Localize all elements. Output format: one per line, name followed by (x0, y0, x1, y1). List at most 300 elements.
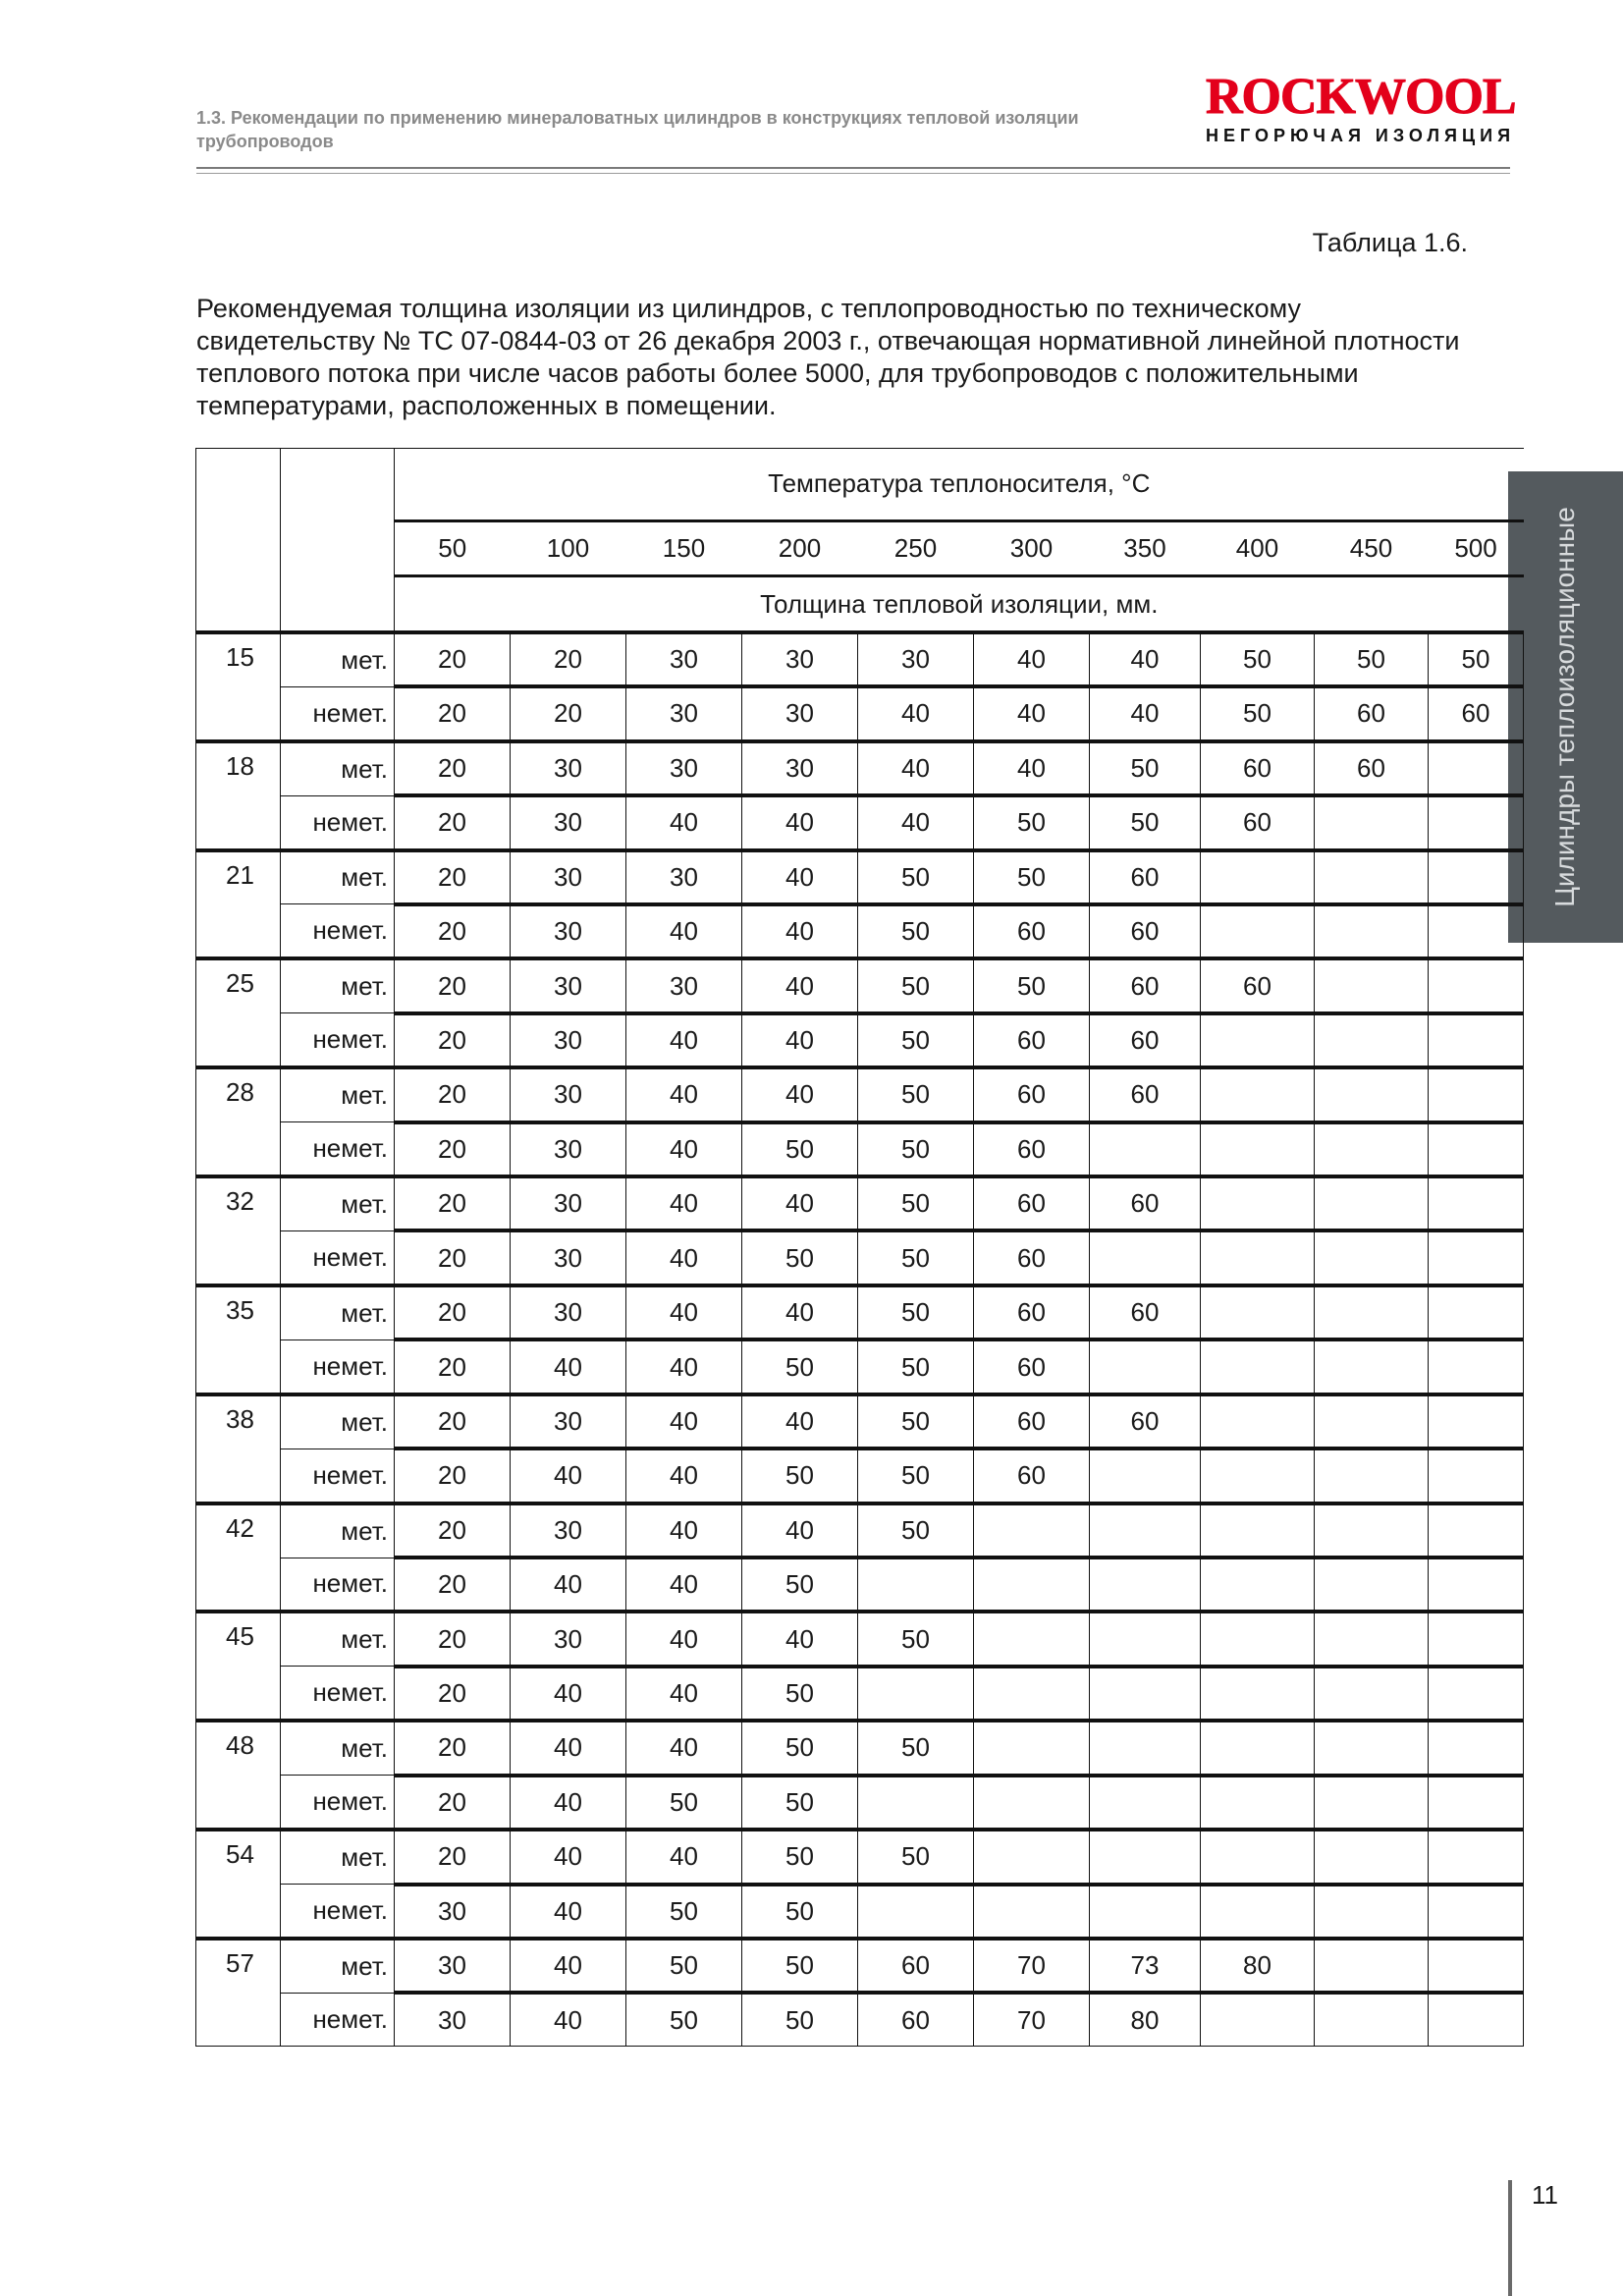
thickness-value-cell: 20 (395, 795, 511, 849)
thickness-value-cell (1090, 1503, 1201, 1558)
thickness-value-cell: 60 (974, 1067, 1090, 1121)
thickness-value-cell (1429, 1993, 1524, 2046)
thickness-value-cell: 50 (1315, 632, 1429, 686)
table-row (196, 1885, 1524, 1939)
thickness-value-cell (1315, 1449, 1429, 1503)
table-row (196, 632, 1524, 686)
thickness-value-cell (1201, 1394, 1315, 1449)
thickness-value-cell: 40 (626, 795, 742, 849)
pipe-type-cell: мет. (281, 850, 395, 904)
thickness-value-cell: 30 (742, 686, 858, 740)
thickness-value-cell (1201, 1776, 1315, 1830)
thickness-value-cell: 40 (626, 1176, 742, 1230)
thickness-value-cell (1201, 1667, 1315, 1721)
pipe-diameter-cell: 32 (196, 1176, 281, 1285)
table-row (196, 1394, 1524, 1449)
thickness-value-cell (1429, 1667, 1524, 1721)
thickness-value-cell: 40 (626, 1667, 742, 1721)
thickness-value-cell: 50 (742, 1339, 858, 1394)
thickness-value-cell: 50 (742, 1830, 858, 1884)
thickness-value-cell: 50 (1201, 632, 1315, 686)
thickness-value-cell (1090, 1885, 1201, 1939)
thickness-value-cell (1090, 1830, 1201, 1884)
header-divider-thin (196, 173, 1510, 174)
thickness-value-cell (974, 1558, 1090, 1612)
thickness-value-cell (1201, 1339, 1315, 1394)
thickness-value-cell (1090, 1667, 1201, 1721)
table-row (196, 1339, 1524, 1394)
thickness-value-cell: 40 (858, 741, 974, 795)
thickness-value-cell: 20 (395, 741, 511, 795)
thickness-value-cell (1315, 1776, 1429, 1830)
thickness-value-cell: 70 (974, 1939, 1090, 1993)
thickness-value-cell (1429, 1885, 1524, 1939)
table-row (196, 1612, 1524, 1666)
thickness-value-cell: 30 (511, 1176, 626, 1230)
thickness-value-cell (1429, 1013, 1524, 1067)
pipe-type-cell: мет. (281, 1067, 395, 1121)
pipe-diameter-cell: 38 (196, 1394, 281, 1503)
corner-cell-type (281, 449, 395, 632)
temperature-column-header: 100 (511, 520, 626, 575)
table-row (196, 1176, 1524, 1230)
thickness-value-cell: 30 (511, 795, 626, 849)
thickness-value-cell: 30 (742, 741, 858, 795)
thickness-value-cell: 40 (626, 904, 742, 958)
thickness-value-cell (1201, 1013, 1315, 1067)
thickness-value-cell (1201, 1230, 1315, 1285)
thickness-value-cell (1201, 1067, 1315, 1121)
thickness-value-cell: 20 (395, 1721, 511, 1775)
pipe-diameter-cell: 48 (196, 1721, 281, 1830)
table-row (196, 1503, 1524, 1558)
thickness-value-cell (1429, 850, 1524, 904)
table-row (196, 1993, 1524, 2046)
thickness-value-cell: 20 (511, 632, 626, 686)
thickness-value-cell: 50 (742, 1885, 858, 1939)
thickness-value-cell: 50 (858, 1122, 974, 1176)
thickness-value-cell: 40 (511, 1339, 626, 1394)
thickness-value-cell: 40 (742, 904, 858, 958)
thickness-value-cell (1429, 1721, 1524, 1775)
thickness-value-cell (1090, 1339, 1201, 1394)
thickness-value-cell: 60 (1315, 741, 1429, 795)
thickness-value-cell (1315, 1721, 1429, 1775)
thickness-value-cell: 40 (511, 1558, 626, 1612)
thickness-value-cell: 40 (742, 1394, 858, 1449)
thickness-value-cell: 40 (626, 1449, 742, 1503)
thickness-value-cell: 60 (1090, 850, 1201, 904)
thickness-value-cell: 20 (395, 1776, 511, 1830)
table-row (196, 1939, 1524, 1993)
table-row (196, 1122, 1524, 1176)
thickness-value-cell (1315, 795, 1429, 849)
pipe-type-cell: мет. (281, 1721, 395, 1775)
thickness-value-cell: 50 (858, 1830, 974, 1884)
thickness-value-cell (1429, 1067, 1524, 1121)
thickness-value-cell: 40 (974, 741, 1090, 795)
table-row (196, 1067, 1524, 1121)
pipe-type-cell: мет. (281, 958, 395, 1012)
thickness-value-cell (1201, 1176, 1315, 1230)
thickness-value-cell (1429, 1339, 1524, 1394)
thickness-value-cell: 40 (511, 1939, 626, 1993)
thickness-value-cell (1429, 741, 1524, 795)
thickness-value-cell (1201, 1885, 1315, 1939)
thickness-value-cell: 30 (858, 632, 974, 686)
thickness-value-cell: 60 (974, 1176, 1090, 1230)
thickness-value-cell: 40 (626, 1285, 742, 1339)
thickness-value-cell: 60 (974, 904, 1090, 958)
pipe-type-cell: немет. (281, 1993, 395, 2046)
thickness-value-cell: 30 (742, 632, 858, 686)
thickness-value-cell: 40 (626, 1394, 742, 1449)
thickness-value-cell (974, 1885, 1090, 1939)
thickness-value-cell: 60 (1090, 1394, 1201, 1449)
table-row (196, 1558, 1524, 1612)
thickness-value-cell: 20 (395, 1449, 511, 1503)
pipe-type-cell: немет. (281, 1230, 395, 1285)
thickness-value-cell: 30 (511, 1612, 626, 1666)
thickness-value-cell: 60 (1090, 904, 1201, 958)
thickness-value-cell: 50 (742, 1449, 858, 1503)
thickness-value-cell: 30 (511, 958, 626, 1012)
pipe-diameter-cell: 57 (196, 1939, 281, 2047)
thickness-value-cell: 50 (742, 1776, 858, 1830)
pipe-type-cell: мет. (281, 1394, 395, 1449)
pipe-type-cell: мет. (281, 632, 395, 686)
table-row (196, 1449, 1524, 1503)
thickness-value-cell (1315, 1230, 1429, 1285)
thickness-value-cell: 30 (511, 741, 626, 795)
pipe-type-cell: немет. (281, 1776, 395, 1830)
thickness-value-cell: 50 (742, 1230, 858, 1285)
thickness-value-cell: 40 (626, 1230, 742, 1285)
table-row (196, 904, 1524, 958)
thickness-value-cell: 30 (626, 632, 742, 686)
pipe-type-cell: мет. (281, 1503, 395, 1558)
thickness-value-cell: 20 (395, 1013, 511, 1067)
table-row (196, 1013, 1524, 1067)
thickness-value-cell (1090, 1721, 1201, 1775)
thickness-value-cell: 40 (742, 1013, 858, 1067)
thickness-value-cell: 40 (1090, 686, 1201, 740)
thickness-value-cell (1315, 1503, 1429, 1558)
thickness-value-cell: 40 (742, 795, 858, 849)
thickness-value-cell: 40 (626, 1067, 742, 1121)
thickness-value-cell (1315, 958, 1429, 1012)
thickness-value-cell: 20 (395, 1067, 511, 1121)
thickness-value-cell (1201, 904, 1315, 958)
pipe-type-cell: мет. (281, 1830, 395, 1884)
thickness-value-cell (1315, 1122, 1429, 1176)
thickness-value-cell: 70 (974, 1993, 1090, 2046)
thickness-value-cell (1315, 1939, 1429, 1993)
thickness-value-cell (1315, 1394, 1429, 1449)
thickness-value-cell (1201, 1285, 1315, 1339)
table-row (196, 741, 1524, 795)
thickness-header: Толщина тепловой изоляции, мм. (395, 576, 1524, 632)
side-section-label: Цилиндры теплоизоляционные (1549, 507, 1580, 907)
thickness-value-cell: 20 (395, 1230, 511, 1285)
pipe-diameter-cell: 21 (196, 850, 281, 959)
thickness-value-cell: 40 (626, 1721, 742, 1775)
corner-cell-diameter (196, 449, 281, 632)
thickness-value-cell: 20 (395, 958, 511, 1012)
pipe-type-cell: немет. (281, 795, 395, 849)
pipe-type-cell: немет. (281, 1667, 395, 1721)
thickness-value-cell (1315, 1013, 1429, 1067)
temperature-column-header: 50 (395, 520, 511, 575)
thickness-value-cell: 50 (858, 1721, 974, 1775)
thickness-value-cell: 30 (511, 1394, 626, 1449)
thickness-value-cell (1429, 904, 1524, 958)
thickness-value-cell (1429, 1230, 1524, 1285)
thickness-value-cell: 40 (858, 795, 974, 849)
thickness-value-cell: 20 (511, 686, 626, 740)
thickness-value-cell: 20 (395, 632, 511, 686)
thickness-value-cell: 30 (511, 1013, 626, 1067)
thickness-value-cell: 50 (858, 904, 974, 958)
pipe-type-cell: немет. (281, 1885, 395, 1939)
thickness-value-cell (974, 1721, 1090, 1775)
thickness-value-cell: 30 (511, 1122, 626, 1176)
thickness-value-cell: 60 (974, 1394, 1090, 1449)
table-row (196, 1285, 1524, 1339)
thickness-value-cell: 50 (858, 1449, 974, 1503)
thickness-value-cell: 40 (742, 1067, 858, 1121)
header-divider (196, 167, 1510, 169)
thickness-value-cell: 60 (858, 1993, 974, 2046)
thickness-value-cell: 40 (511, 1830, 626, 1884)
thickness-value-cell: 30 (395, 1939, 511, 1993)
pipe-diameter-cell: 15 (196, 632, 281, 741)
temperature-column-header: 450 (1315, 520, 1429, 575)
table-row (196, 795, 1524, 849)
thickness-value-cell (1090, 1122, 1201, 1176)
thickness-value-cell: 30 (511, 850, 626, 904)
table-row (196, 1721, 1524, 1775)
thickness-value-cell: 40 (511, 1449, 626, 1503)
table-row (196, 1667, 1524, 1721)
thickness-value-cell: 50 (1201, 686, 1315, 740)
thickness-value-cell: 50 (1429, 632, 1524, 686)
thickness-value-cell (1201, 1449, 1315, 1503)
thickness-value-cell: 50 (858, 850, 974, 904)
thickness-value-cell: 30 (626, 850, 742, 904)
thickness-value-cell (1315, 1176, 1429, 1230)
thickness-value-cell (858, 1558, 974, 1612)
page-number: 11 (1532, 2180, 1558, 2210)
pipe-type-cell: немет. (281, 904, 395, 958)
thickness-value-cell (1429, 1503, 1524, 1558)
thickness-value-cell: 40 (626, 1339, 742, 1394)
thickness-value-cell: 20 (395, 1176, 511, 1230)
thickness-value-cell (1315, 1067, 1429, 1121)
thickness-value-cell: 50 (858, 1339, 974, 1394)
thickness-value-cell (1315, 1339, 1429, 1394)
thickness-value-cell (974, 1776, 1090, 1830)
thickness-value-cell: 50 (858, 1285, 974, 1339)
thickness-value-cell (974, 1612, 1090, 1666)
thickness-value-cell: 50 (626, 1885, 742, 1939)
header-title: 1.3. Рекомендации по применению минераловатных цилиндров в конструкциях тепловой изоляции трубопроводов (196, 108, 1079, 151)
thickness-value-cell: 60 (1315, 686, 1429, 740)
thickness-value-cell: 30 (511, 1285, 626, 1339)
thickness-value-cell (1429, 1939, 1524, 1993)
thickness-value-cell: 30 (626, 958, 742, 1012)
thickness-value-cell: 40 (511, 1776, 626, 1830)
thickness-value-cell (1201, 1122, 1315, 1176)
pipe-type-cell: немет. (281, 1339, 395, 1394)
pipe-diameter-cell: 35 (196, 1285, 281, 1394)
thickness-value-cell: 60 (858, 1939, 974, 1993)
thickness-value-cell: 60 (1090, 1285, 1201, 1339)
thickness-value-cell: 20 (395, 1830, 511, 1884)
thickness-value-cell (1315, 904, 1429, 958)
insulation-thickness-table (195, 448, 1524, 2047)
thickness-value-cell (1315, 1285, 1429, 1339)
thickness-value-cell (1429, 1449, 1524, 1503)
pipe-diameter-cell: 18 (196, 741, 281, 850)
thickness-value-cell (858, 1667, 974, 1721)
footer-rule (1508, 2180, 1512, 2296)
thickness-value-cell: 50 (742, 1558, 858, 1612)
thickness-value-cell: 50 (742, 1939, 858, 1993)
thickness-value-cell (1201, 850, 1315, 904)
thickness-value-cell: 50 (742, 1667, 858, 1721)
thickness-value-cell (1315, 850, 1429, 904)
table-row (196, 958, 1524, 1012)
thickness-value-cell (1429, 1830, 1524, 1884)
thickness-value-cell (1090, 1558, 1201, 1612)
logo-wordmark: ROCKWOOL (1206, 69, 1516, 125)
thickness-value-cell (1201, 1830, 1315, 1884)
pipe-type-cell: мет. (281, 741, 395, 795)
thickness-value-cell (858, 1776, 974, 1830)
thickness-value-cell: 60 (974, 1013, 1090, 1067)
thickness-value-cell (1429, 1558, 1524, 1612)
thickness-value-cell: 30 (395, 1885, 511, 1939)
thickness-value-cell: 40 (742, 1176, 858, 1230)
thickness-value-cell (1429, 1176, 1524, 1230)
thickness-value-cell: 40 (626, 1558, 742, 1612)
thickness-value-cell (1201, 1612, 1315, 1666)
thickness-value-cell: 50 (858, 1394, 974, 1449)
thickness-value-cell: 40 (511, 1721, 626, 1775)
logo-tagline: НЕГОРЮЧАЯ ИЗОЛЯЦИЯ (1206, 126, 1516, 145)
thickness-value-cell: 50 (974, 850, 1090, 904)
thickness-value-cell: 60 (974, 1339, 1090, 1394)
thickness-value-cell (1090, 1776, 1201, 1830)
thickness-value-cell: 20 (395, 904, 511, 958)
thickness-value-cell: 40 (742, 1285, 858, 1339)
thickness-value-cell (1315, 1667, 1429, 1721)
pipe-diameter-cell: 25 (196, 958, 281, 1067)
pipe-diameter-cell: 42 (196, 1503, 281, 1613)
thickness-value-cell (1090, 1612, 1201, 1666)
thickness-value-cell (1201, 1721, 1315, 1775)
thickness-value-cell (1429, 1776, 1524, 1830)
thickness-value-cell: 40 (626, 1013, 742, 1067)
temperature-column-header: 350 (1090, 520, 1201, 575)
thickness-value-cell (1429, 1285, 1524, 1339)
thickness-value-cell: 50 (1090, 741, 1201, 795)
thickness-value-cell: 40 (742, 1612, 858, 1666)
thickness-value-cell (1201, 1558, 1315, 1612)
temperature-column-header: 400 (1201, 520, 1315, 575)
thickness-value-cell (1090, 1449, 1201, 1503)
pipe-type-cell: мет. (281, 1939, 395, 1993)
thickness-value-cell: 60 (1090, 1176, 1201, 1230)
table-caption: Рекомендуемая толщина изоляции из цилиндров, с теплопроводностью по техническому свидетельству № ТС 07-0844-03 от 26 декабря 2003 г., отвечающая нормативной линейной плотности теплового потока при числе часов работы более 5000, для трубопроводов с положительными температурами, расположенных в помещении. (196, 294, 1460, 420)
pipe-type-cell: немет. (281, 1013, 395, 1067)
temperature-column-header: 250 (858, 520, 974, 575)
thickness-value-cell: 20 (395, 1667, 511, 1721)
thickness-value-cell (1315, 1612, 1429, 1666)
thickness-value-cell: 50 (858, 1176, 974, 1230)
pipe-type-cell: немет. (281, 1558, 395, 1612)
thickness-value-cell (1429, 1122, 1524, 1176)
thickness-value-cell: 20 (395, 1558, 511, 1612)
thickness-value-cell: 20 (395, 1339, 511, 1394)
thickness-value-cell: 50 (626, 1993, 742, 2046)
thickness-value-cell: 50 (858, 958, 974, 1012)
table-row (196, 1230, 1524, 1285)
thickness-value-cell: 40 (858, 686, 974, 740)
thickness-value-cell: 40 (511, 1667, 626, 1721)
thickness-value-cell: 60 (1201, 958, 1315, 1012)
thickness-value-cell (1315, 1558, 1429, 1612)
pipe-type-cell: немет. (281, 1122, 395, 1176)
thickness-value-cell: 60 (1090, 1013, 1201, 1067)
thickness-value-cell (1429, 958, 1524, 1012)
thickness-value-cell: 60 (1429, 686, 1524, 740)
thickness-value-cell (858, 1885, 974, 1939)
thickness-value-cell (1201, 1503, 1315, 1558)
pipe-type-cell: мет. (281, 1612, 395, 1666)
thickness-value-cell: 40 (974, 686, 1090, 740)
thickness-value-cell: 30 (511, 904, 626, 958)
thickness-value-cell: 60 (974, 1122, 1090, 1176)
thickness-value-cell: 50 (626, 1939, 742, 1993)
thickness-value-cell: 30 (511, 1230, 626, 1285)
temperature-column-header: 300 (974, 520, 1090, 575)
thickness-value-cell: 30 (626, 741, 742, 795)
pipe-type-cell: мет. (281, 1176, 395, 1230)
thickness-value-cell: 50 (858, 1612, 974, 1666)
pipe-type-cell: мет. (281, 1285, 395, 1339)
thickness-value-cell: 73 (1090, 1939, 1201, 1993)
thickness-value-cell (1201, 1993, 1315, 2046)
thickness-value-cell: 50 (626, 1776, 742, 1830)
thickness-value-cell: 40 (742, 1503, 858, 1558)
thickness-value-cell: 60 (1090, 958, 1201, 1012)
pipe-diameter-cell: 45 (196, 1612, 281, 1721)
thickness-value-cell: 40 (742, 850, 858, 904)
thickness-value-cell: 40 (626, 1503, 742, 1558)
thickness-value-cell (1429, 1612, 1524, 1666)
thickness-value-cell: 40 (626, 1122, 742, 1176)
thickness-value-cell (974, 1830, 1090, 1884)
thickness-value-cell: 30 (626, 686, 742, 740)
thickness-value-cell: 50 (742, 1721, 858, 1775)
thickness-value-cell: 80 (1090, 1993, 1201, 2046)
thickness-value-cell (1090, 1230, 1201, 1285)
thickness-value-cell: 20 (395, 1285, 511, 1339)
thickness-value-cell: 20 (395, 1122, 511, 1176)
thickness-value-cell: 50 (858, 1503, 974, 1558)
